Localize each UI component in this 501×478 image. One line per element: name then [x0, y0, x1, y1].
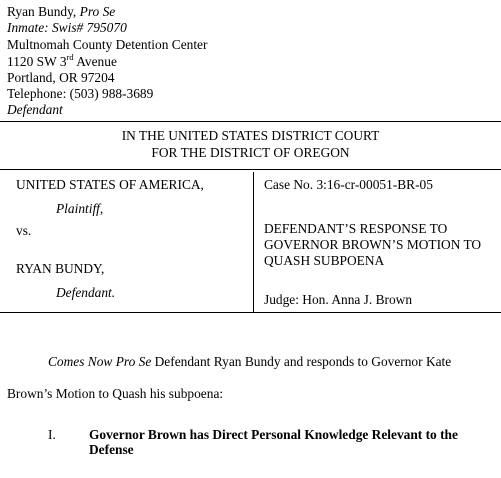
author-name	[7, 5, 115, 18]
plaintiff-name: UNITED STATES OF AMERICA,	[16, 177, 204, 192]
pro-se-label: Pro Se	[79, 4, 116, 19]
document-title-line1: DEFENDANT’S RESPONSE TO	[264, 221, 448, 236]
caption-divider	[253, 172, 254, 312]
facility-name: Multnomah County Detention Center	[7, 37, 208, 52]
intro-paragraph-line1	[48, 355, 451, 368]
street-address-rest: Avenue	[76, 54, 117, 69]
party-role: Defendant	[7, 102, 63, 117]
plaintiff-role: Plaintiff,	[56, 201, 104, 216]
judge-line: Judge: Hon. Anna J. Brown	[264, 292, 413, 307]
inmate-number: Inmate: Swis# 795070	[7, 20, 127, 35]
caption-bottom-rule	[0, 312, 501, 313]
defendant-role: Defendant.	[56, 285, 116, 300]
street-address-suffix: rd	[66, 51, 74, 62]
author-name-text: Ryan Bundy,	[7, 4, 77, 19]
defendant-name: RYAN BUNDY,	[16, 261, 105, 276]
intro-italic-phrase: Comes Now Pro Se	[48, 354, 152, 369]
section-heading-line1: Governor Brown has Direct Personal Knowledge Relevant to the	[89, 427, 458, 442]
section-number: I.	[48, 427, 56, 442]
street-address	[7, 51, 117, 69]
city-state-zip: Portland, OR 97204	[7, 70, 115, 85]
intro-rest-text: Defendant Ryan Bundy and responds to Governor Kate	[151, 354, 452, 369]
street-address-number: 1120 SW 3	[7, 54, 67, 69]
caption-top-rule	[0, 169, 501, 170]
document-title-line3: QUASH SUBPOENA	[264, 253, 385, 268]
court-name-line2: FOR THE DISTRICT OF OREGON	[151, 145, 350, 160]
intro-paragraph-line2: Brown’s Motion to Quash his subpoena:	[7, 386, 224, 401]
court-title-top-rule	[0, 121, 501, 122]
versus-label: vs.	[16, 223, 32, 238]
court-name-line1: IN THE UNITED STATES DISTRICT COURT	[121, 128, 380, 143]
document-title-line2: GOVERNOR BROWN’S MOTION TO	[264, 237, 482, 252]
section-heading-line2: Defense	[89, 442, 134, 457]
case-number: Case No. 3:16-cr-00051-BR-05	[264, 177, 433, 192]
telephone: Telephone: (503) 988-3689	[7, 86, 154, 101]
